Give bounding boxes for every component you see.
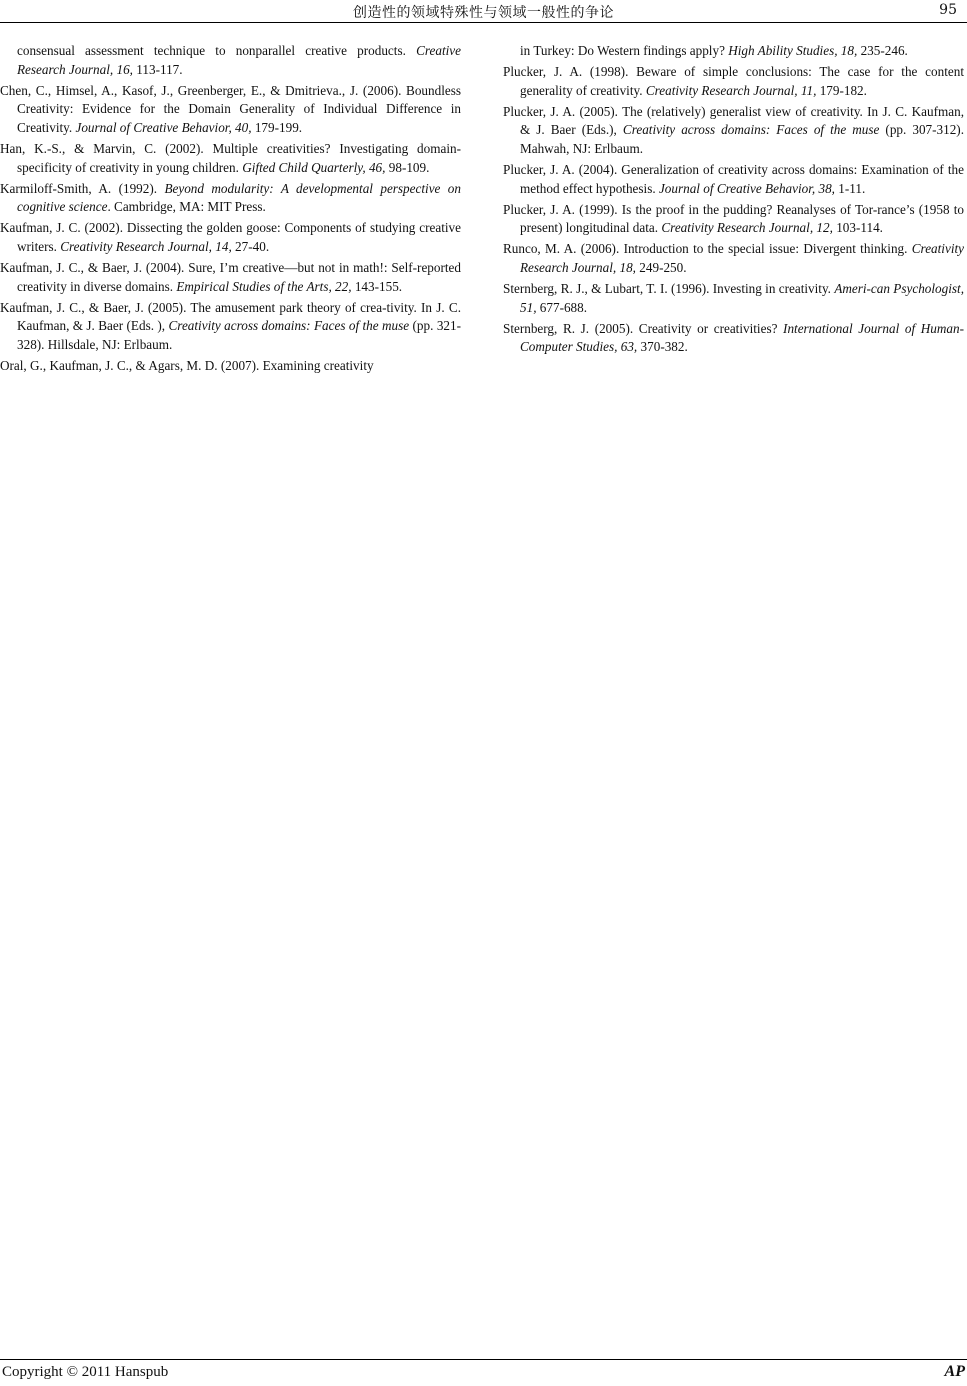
reference-source-title: Creativity Research Journal, 12, bbox=[661, 220, 833, 236]
reference-entry bbox=[503, 103, 964, 159]
reference-text: Plucker, J. A. (1998). Beware of simple conclusions: The case for the content generality of creativity. bbox=[503, 64, 964, 98]
page-number: 95 bbox=[939, 2, 957, 18]
reference-source-title: Creativity Research Journal, 18, bbox=[520, 241, 964, 276]
reference-source-title: Creative Research Journal, 16, bbox=[17, 43, 461, 77]
reference-text: Plucker, J. A. (2004). Generalization of creativity across domains: Examination of the method effect hypothesis. bbox=[503, 162, 964, 196]
reference-entry bbox=[0, 140, 461, 177]
reference-entry bbox=[503, 240, 964, 277]
reference-text: Sternberg, R. J., & Lubart, T. I. (1996). Investing in creativity. bbox=[503, 281, 835, 297]
reference-source-title: Journal of Creative Behavior, 38, bbox=[658, 180, 835, 196]
references-right-column bbox=[503, 42, 964, 360]
reference-text: in Turkey: Do Western findings apply? bbox=[520, 43, 729, 58]
reference-text: Kaufman, J. C., & Baer, J. (2005). The amusement park theory of crea-tivity. In J. C. Kaufman, & J. Baer (Eds. ), bbox=[0, 299, 461, 334]
reference-text: Karmiloff-Smith, A. (1992). bbox=[0, 180, 165, 196]
reference-source-title: Creativity across domains: Faces of the muse bbox=[622, 122, 880, 138]
reference-entry bbox=[503, 320, 964, 357]
reference-text: Han, K.-S., & Marvin, C. (2002). Multiple creativities? Investigating domain-specificity of creativity in young children. bbox=[0, 140, 461, 175]
reference-text: Chen, C., Himsel, A., Kasof, J., Greenberger, E., & Dmitrieva., J. (2006). Boundless Creativity: Evidence for the Domain Generality of Individual Difference in Creativity. bbox=[0, 82, 461, 135]
references-left-column bbox=[0, 42, 461, 378]
reference-text: 179-199. bbox=[251, 119, 303, 135]
reference-text: 677-688. bbox=[536, 299, 588, 315]
reference-text: 27-40. bbox=[231, 238, 270, 254]
reference-continuation bbox=[503, 42, 964, 61]
reference-entry bbox=[0, 180, 461, 217]
reference-text: 179-182. bbox=[816, 82, 867, 98]
running-title: 创造性的领域特殊性与领域一般性的争论 bbox=[353, 5, 614, 21]
reference-text: (pp. 321-328). Hillsdale, NJ: Erlbaum. bbox=[17, 318, 461, 352]
reference-text: Plucker, J. A. (2005). The (relatively) generalist view of creativity. In J. C. Kaufman, & J. Baer (Eds.), bbox=[503, 103, 964, 138]
reference-entry bbox=[0, 259, 461, 296]
reference-text: 235-246. bbox=[857, 43, 908, 58]
reference-source-title: Gifted Child Quarterly, 46, bbox=[242, 159, 386, 175]
reference-entry bbox=[0, 299, 461, 355]
reference-continuation bbox=[0, 42, 461, 79]
reference-text: 113-117. bbox=[132, 61, 183, 77]
running-header bbox=[0, 0, 967, 23]
reference-text: 103-114. bbox=[832, 220, 883, 236]
reference-text: 1-11. bbox=[834, 180, 866, 196]
reference-source-title: International Journal of Human-Computer Studies, 63, bbox=[520, 320, 964, 355]
copyright-notice: Copyright © 2011 Hanspub bbox=[2, 1364, 169, 1380]
reference-source-title: Creativity across domains: Faces of the muse bbox=[168, 318, 410, 334]
reference-text: (pp. 307-312). Mahwah, NJ: Erlbaum. bbox=[520, 122, 964, 156]
reference-text: Kaufman, J. C. (2002). Dissecting the golden goose: Components of studying creative writers. bbox=[0, 220, 461, 254]
journal-abbreviation: AP bbox=[944, 1363, 965, 1380]
reference-source-title: Empirical Studies of the Arts, 22, bbox=[176, 278, 352, 294]
reference-text: . Cambridge, MA: MIT Press. bbox=[107, 199, 266, 215]
reference-source-title: High Ability Studies, 18, bbox=[728, 43, 858, 58]
reference-entry bbox=[503, 63, 964, 100]
reference-text: Sternberg, R. J. (2005). Creativity or creativities? bbox=[503, 320, 784, 336]
reference-entry bbox=[503, 280, 964, 317]
reference-entry bbox=[0, 219, 461, 256]
reference-text: 370-382. bbox=[637, 339, 688, 355]
reference-text: 143-155. bbox=[351, 278, 403, 294]
reference-text: 98-109. bbox=[385, 159, 430, 175]
reference-entry bbox=[503, 161, 964, 198]
page-footer bbox=[0, 1359, 967, 1386]
reference-text: Runco, M. A. (2006). Introduction to the special issue: Divergent thinking. bbox=[503, 241, 912, 257]
reference-text: Kaufman, J. C., & Baer, J. (2004). Sure, I’m creative—but not in math!: Self-reported creativity in diverse domains. bbox=[0, 260, 461, 294]
reference-source-title: Ameri-can Psychologist, 51, bbox=[520, 281, 964, 315]
reference-source-title: Creativity Research Journal, 11, bbox=[645, 82, 817, 98]
reference-source-title: Beyond modularity: A developmental perspective on cognitive science bbox=[17, 180, 461, 215]
reference-source-title: Journal of Creative Behavior, 40, bbox=[75, 119, 252, 135]
reference-source-title: Creativity Research Journal, 14, bbox=[60, 238, 232, 254]
reference-text: 249-250. bbox=[635, 260, 687, 276]
reference-entry bbox=[0, 357, 461, 376]
reference-text: Plucker, J. A. (1999). Is the proof in the pudding? Reanalyses of Tor-rance’s (1958 to present) longitudinal data. bbox=[503, 201, 964, 236]
reference-text: Oral, G., Kaufman, J. C., & Agars, M. D. (2007). Examining creativity bbox=[0, 358, 374, 373]
reference-entry bbox=[0, 82, 461, 138]
reference-text: consensual assessment technique to nonparallel creative products. bbox=[17, 43, 417, 58]
reference-entry bbox=[503, 201, 964, 238]
